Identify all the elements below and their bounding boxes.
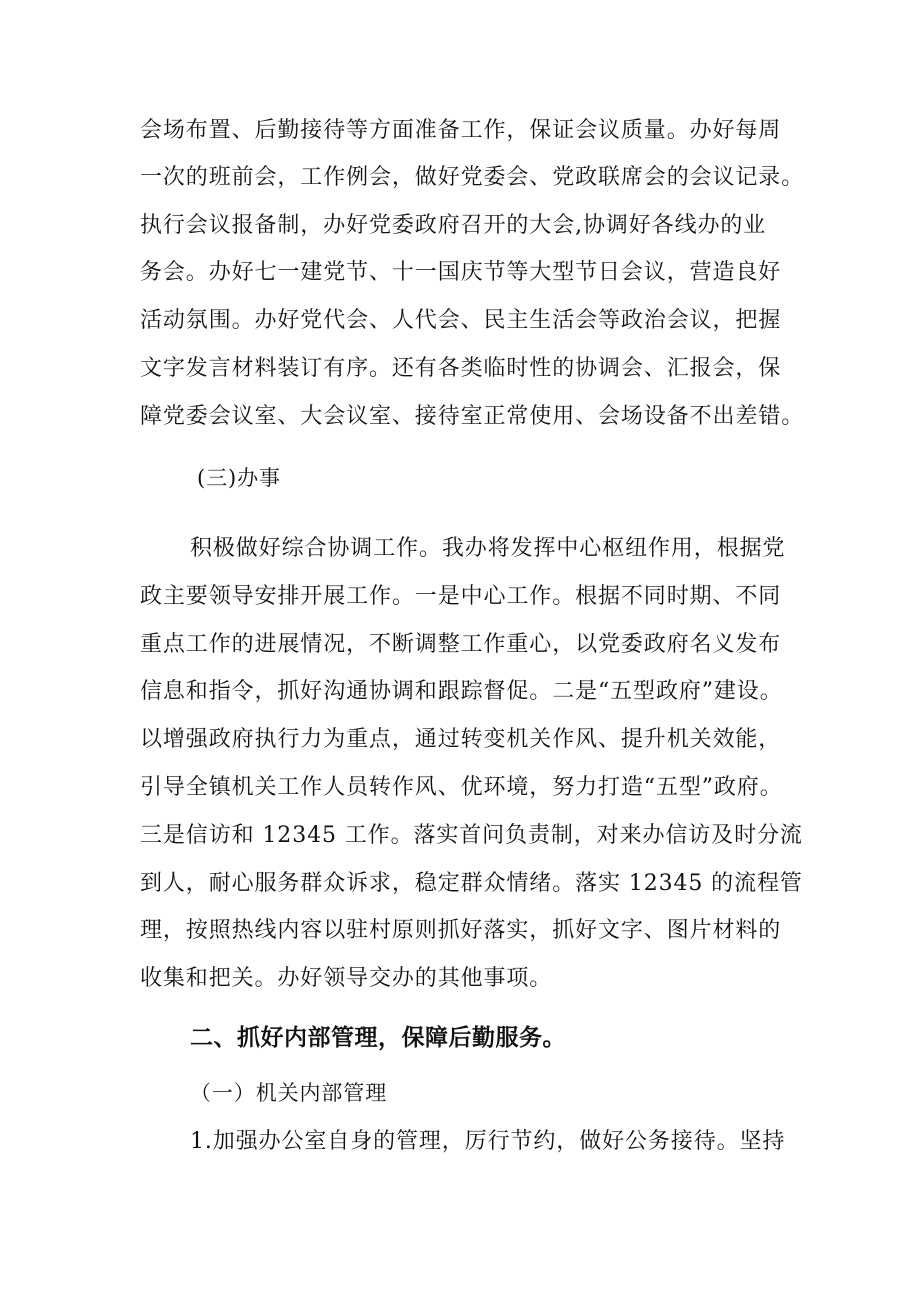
paragraph-line: 以增强政府执行力为重点，通过转变机关作风、提升机关效能， [140,727,782,752]
paragraph-line: 重点工作的进展情况，不断调整工作重心，以党委政府名义发布 [140,632,782,657]
paragraph-line: 文字发言材料装订有序。还有各类临时性的协调会、汇报会，保 [140,356,782,381]
paragraph-line: 信息和指令，抓好沟通协调和跟踪督促。二是“五型政府”建设。 [140,679,783,704]
paragraph-line: 务会。办好七一建党节、十一国庆节等大型节日会议，营造良好 [140,260,782,285]
paragraph-line: 一次的班前会，工作例会，做好党委会、党政联席会的会议记录。 [140,165,805,190]
section-heading-internal-management: 二、抓好内部管理，保障后勤服务。 [190,1025,566,1051]
paragraph-line: 1.加强办公室自身的管理，厉行节约，做好公务接待。坚持 [190,1129,786,1154]
section-subheading-organ-management: （一）机关内部管理 [190,1081,388,1105]
paragraph-line: 执行会议报备制，办好党委政府召开的大会,协调好各线办的业 [140,213,767,238]
paragraph-line: 引导全镇机关工作人员转作风、优环境，努力打造“五型”政府。 [140,775,783,800]
paragraph-line: 积极做好综合协调工作。我办将发挥中心枢纽作用，根据党 [190,536,786,561]
section-subheading-banshi: (三)办事 [197,466,281,490]
paragraph-line: 到人，耐心服务群众诉求，稳定群众情绪。落实 12345 的流程管 [140,871,803,896]
paragraph-line: 障党委会议室、大会议室、接待室正常使用、会场设备不出差错。 [140,404,805,429]
paragraph-line: 活动氛围。办好党代会、人代会、民主生活会等政治会议，把握 [140,308,782,333]
paragraph-line: 政主要领导安排开展工作。一是中心工作。根据不同时期、不同 [140,584,782,609]
paragraph-line: 收集和把关。办好领导交办的其他事项。 [140,966,553,991]
paragraph-line: 理，按照热线内容以驻村原则抓好落实，抓好文字、图片材料的 [140,918,782,943]
paragraph-line: 会场布置、后勤接待等方面准备工作，保证会议质量。办好每周 [140,118,782,143]
paragraph-line: 三是信访和 12345 工作。落实首问负责制，对来办信访及时分流 [140,823,803,848]
